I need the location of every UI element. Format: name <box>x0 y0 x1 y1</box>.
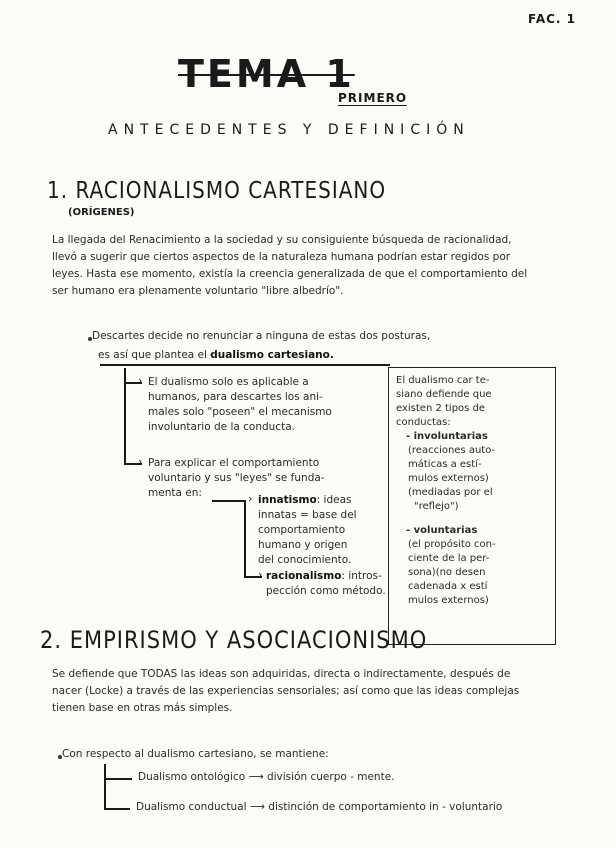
box-line: El dualismo car te- <box>396 375 490 386</box>
dualismo-conductual-row <box>136 801 502 813</box>
item-line: voluntario y sus "leyes" se funda- <box>148 472 325 484</box>
item-line: humanos, para descartes los ani- <box>148 391 323 403</box>
box-line: conductas: <box>396 417 451 428</box>
item-line: menta en: <box>148 487 202 499</box>
page-tag: FAC. 1 <box>528 12 576 26</box>
racionalismo-first-line <box>266 569 386 584</box>
descartes-bullet-line-1: Descartes decide no renunciar a ninguna de estas dos posturas, <box>92 330 431 342</box>
dualismo-box-text <box>396 374 496 608</box>
tree-connector <box>104 764 106 808</box>
dualismo-ontologico-row <box>138 771 395 783</box>
box-line: siano defiende que <box>396 389 492 400</box>
box-line-voluntarias: - voluntarias <box>406 525 478 536</box>
box-line: mulos externos) <box>408 473 489 484</box>
arrow-icon: › <box>258 568 263 581</box>
arrow-icon: › <box>248 492 253 505</box>
box-line: "reflejo") <box>414 501 459 512</box>
item-line: El dualismo solo es aplicable a <box>148 376 309 388</box>
item-line: : ideas <box>316 494 352 506</box>
arrow-icon: ⟶ <box>248 771 264 783</box>
item-line: comportamiento <box>258 524 346 536</box>
item-line: del conocimiento. <box>258 554 352 566</box>
dualismo-cartesiano-term: dualismo cartesiano. <box>210 349 334 361</box>
tree-connector <box>244 500 246 576</box>
box-line: máticas a estí- <box>408 459 482 470</box>
innatismo-first-line <box>258 493 357 508</box>
item-line: : intros- <box>341 570 382 582</box>
section-1-heading: 1. RACIONALISMO CARTESIANO <box>47 176 387 204</box>
racionalismo-item <box>266 569 386 599</box>
item-line: involuntario de la conducta. <box>148 421 295 433</box>
item-line: pección como método. <box>266 585 386 597</box>
dualismo-conductual-value: distinción de comportamiento in - voluntario <box>268 801 503 813</box>
arrow-icon: › <box>138 455 143 468</box>
item-line: Para explicar el comportamiento <box>148 457 320 469</box>
racionalismo-term: racionalismo <box>266 570 342 582</box>
dualismo-ontologico-value: división cuerpo - mente. <box>266 771 395 783</box>
tree-branch <box>104 778 132 780</box>
tree-branch <box>104 808 130 810</box>
section-2-heading: 2. EMPIRISMO Y ASOCIACIONISMO <box>40 626 428 654</box>
box-line: ciente de la per- <box>408 553 490 564</box>
dualismo-ontologico-label: Dualismo ontológico <box>138 771 246 783</box>
descartes-bullet-text: es así que plantea el <box>98 349 211 361</box>
innatismo-term: innatismo <box>258 494 317 506</box>
box-line: sona)(no desen <box>408 567 486 578</box>
tree-branch <box>212 500 246 502</box>
box-line: existen 2 tipos de <box>396 403 486 414</box>
box-line: (el propósito con- <box>408 539 496 550</box>
innatismo-item <box>258 493 357 568</box>
dualismo-conductual-label: Dualismo conductual <box>136 801 247 813</box>
underline <box>100 364 390 366</box>
item-line: innatas = base del <box>258 509 357 521</box>
item-line: males solo "poseen" el mecanismo <box>148 406 332 418</box>
box-line: (reacciones auto- <box>408 445 496 456</box>
document-subtitle: ANTECEDENTES Y DEFINICIÓN <box>108 122 470 138</box>
box-line: cadenada x estí <box>408 581 488 592</box>
tema-subtitle: PRIMERO <box>338 91 408 105</box>
box-line-involuntarias: - involuntarias <box>406 431 488 442</box>
item-line: humano y origen <box>258 539 348 551</box>
section-2-paragraph: Se defiende que TODAS las ideas son adquiridas, directa o indirectamente, después de nacer (Locke) a través de las experiencias sensoriales; así como que las ideas complejas tienen base en otras más simples. <box>52 668 520 714</box>
origins-label: (ORÍGENES) <box>68 207 135 218</box>
arrow-icon: › <box>138 374 143 387</box>
section-1-paragraph: La llegada del Renacimiento a la sociedad y su consiguiente búsqueda de racionalidad, llevó a sugerir que ciertos aspectos de la naturaleza humana podrían estar regidos por leyes. Hasta ese momento, existía la creencia generalizada de que el comportamiento del ser humano era plenamente voluntario "libre albedrío". <box>52 234 528 297</box>
arrow-icon: ⟶ <box>249 801 265 813</box>
section-2-bullet: Con respecto al dualismo cartesiano, se mantiene: <box>62 748 329 760</box>
descartes-bullet-line-2 <box>98 349 334 361</box>
box-line: (mediadas por el <box>408 487 493 498</box>
tema-title: TEMA 1 <box>178 52 355 96</box>
box-line: mulos externos) <box>408 595 489 606</box>
item-dualismo-aplicable <box>148 375 332 435</box>
box-line <box>396 514 496 524</box>
